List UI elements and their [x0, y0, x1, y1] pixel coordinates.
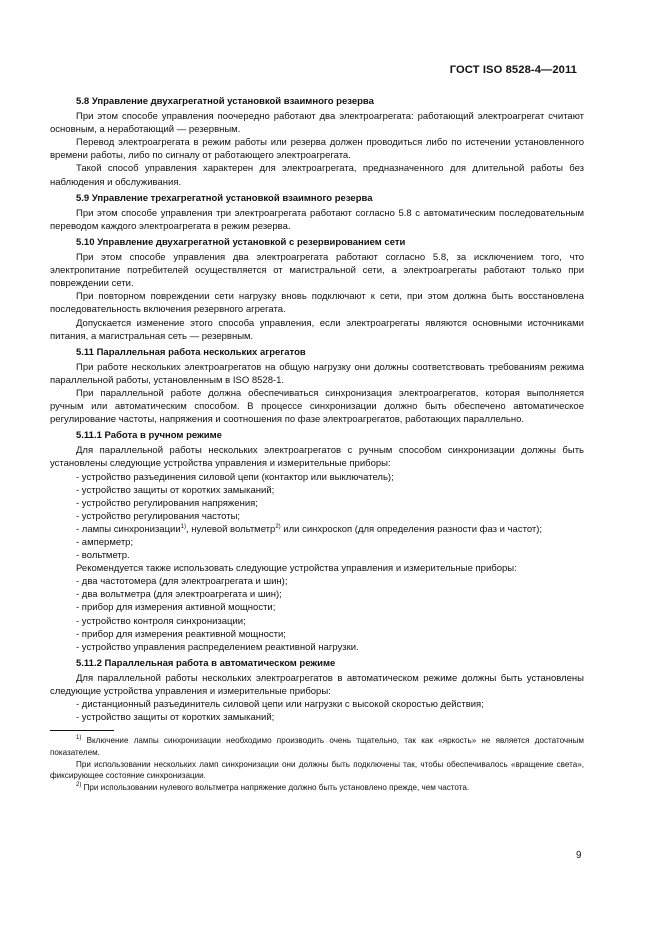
paragraph: Для параллельной работы нескольких электроагрегатов с ручным способом синхронизации должны быть установлены следующие устройства управления и измерительные приборы:: [50, 445, 584, 470]
footnote-1-continued: При использовании нескольких ламп синхронизации они должны быть подключены так, чтобы обеспечивалось «вращение света», фиксирующее состояние синхронизации.: [50, 759, 584, 781]
footnote-separator: [50, 730, 114, 731]
list-item: - два вольтметра (для электроагрегата и шин);: [76, 589, 282, 601]
paragraph: При этом способе управления поочередно работают два электроагрегата: работающий электроагрегат считают основным, а неработающий — резервным.: [50, 111, 584, 136]
list-item: - прибор для измерения реактивной мощности;: [76, 628, 286, 640]
footnote-text: При использовании нулевого вольтметра напряжение должно быть установлено прежде, чем частота.: [81, 782, 470, 792]
list-item: - амперметр;: [76, 537, 134, 548]
list-item: - устройство защиты от коротких замыканий;: [76, 712, 275, 724]
list-item: - устройство защиты от коротких замыканий;: [76, 484, 275, 496]
list-item: - два частотомера (для электроагрегата и шин);: [76, 576, 288, 588]
list-item-text: , нулевой вольтметр: [185, 523, 276, 535]
list-item: - устройство регулирования частоты;: [76, 510, 241, 522]
list-item-text: - лампы синхронизации: [76, 523, 181, 535]
list-item: - вольтметр.: [76, 550, 130, 562]
footnotes: [50, 735, 584, 793]
list-item: - устройство регулирования напряжения;: [76, 497, 258, 509]
section-heading-5-8: 5.8 Управление двухагрегатной установкой взаимного резерва: [76, 96, 374, 107]
paragraph: При этом способе управления два электроагрегата работают согласно 5.8, за исключением того, что электропитание потребителей осуществляется от магистральной сети, а электроагрегаты работают только при повреждении сети.: [50, 252, 584, 290]
paragraph: Для параллельной работы нескольких электроагрегатов в автоматическом режиме должны быть установлены следующие устройства управления и измерительные приборы:: [50, 672, 584, 698]
list-item-sync-lamps: [50, 523, 584, 536]
footnote-2: [50, 782, 584, 794]
footnote-ref-2[interactable]: 2): [275, 523, 281, 530]
footnote-mark-1: 1): [76, 735, 82, 742]
footnote-mark-2: 2): [76, 781, 82, 788]
document-body: [50, 92, 584, 793]
section-heading-5-9: 5.9 Управление трехагрегатной установкой взаимного резерва: [76, 192, 373, 204]
section-heading-5-10: 5.10 Управление двухагрегатной установкой с резервированием сети: [76, 236, 406, 248]
paragraph: Рекомендуется также использовать следующие устройства управления и измерительные приборы:: [76, 563, 517, 575]
paragraph: Допускается изменение этого способа управления, если электроагрегаты являются основными источниками питания, а магистральная сеть — резервным.: [50, 317, 584, 342]
section-heading-5-11: 5.11 Параллельная работа нескольких агрегатов: [76, 346, 306, 358]
paragraph: Такой способ управления характерен для электроагрегата, предназначенного для длительной работы без наблюдения и обслуживания.: [50, 163, 584, 188]
paragraph: При этом способе управления три электроагрегата работают согласно 5.8 с автоматическим последовательным переводом каждого электроагрегата в режим резерва.: [50, 207, 584, 232]
page-header-standard: ГОСТ ISO 8528-4—2011: [449, 64, 577, 76]
list-item: - дистанционный разъединитель силовой цепи или нагрузки с высокой скоростью действия;: [76, 699, 484, 711]
footnote-ref-1[interactable]: 1): [180, 523, 186, 530]
list-item-text: или синхроскоп (для определения разности фаз и частот);: [280, 523, 543, 535]
list-item: - прибор для измерения активной мощности;: [76, 602, 276, 614]
footnote-text: Включение лампы синхронизации необходимо производить очень тщательно, так как «яркость» не является достаточным показателем.: [50, 736, 584, 757]
paragraph: Перевод электроагрегата в режим работы или резерва должен проводиться либо по истечении установленного времени работы, либо по сигналу от работающего электроагрегата.: [50, 137, 584, 162]
list-item: - устройство контроля синхронизации;: [76, 615, 246, 627]
page-number: 9: [576, 850, 582, 861]
section-heading-5-11-2: 5.11.2 Параллельная работа в автоматическом режиме: [76, 657, 336, 669]
paragraph: При повторном повреждении сети нагрузку вновь подключают к сети, при этом должна быть восстановлена последовательность включения резервного агрегата.: [50, 291, 584, 316]
list-item: - устройство разъединения силовой цепи (контактор или выключатель);: [76, 471, 394, 483]
paragraph: При работе нескольких электроагрегатов на общую нагрузку они должны соответствовать требованиям режима параллельной работы, установленным в ISO 8528-1.: [50, 361, 584, 386]
paragraph: При параллельной работе должна обеспечиваться синхронизация электроагрегатов, которая выполняется ручным или автоматическим способом. В процессе синхронизации должно быть обеспечено автоматическое регулирование частоты, напряжения и соотношения по фазе электроагрегатов, работающих параллельно.: [50, 387, 584, 426]
list-item: - устройство управления распределением реактивной нагрузки.: [76, 641, 359, 653]
footnote-1: [50, 735, 584, 758]
section-heading-5-11-1: 5.11.1 Работа в ручном режиме: [76, 430, 222, 442]
